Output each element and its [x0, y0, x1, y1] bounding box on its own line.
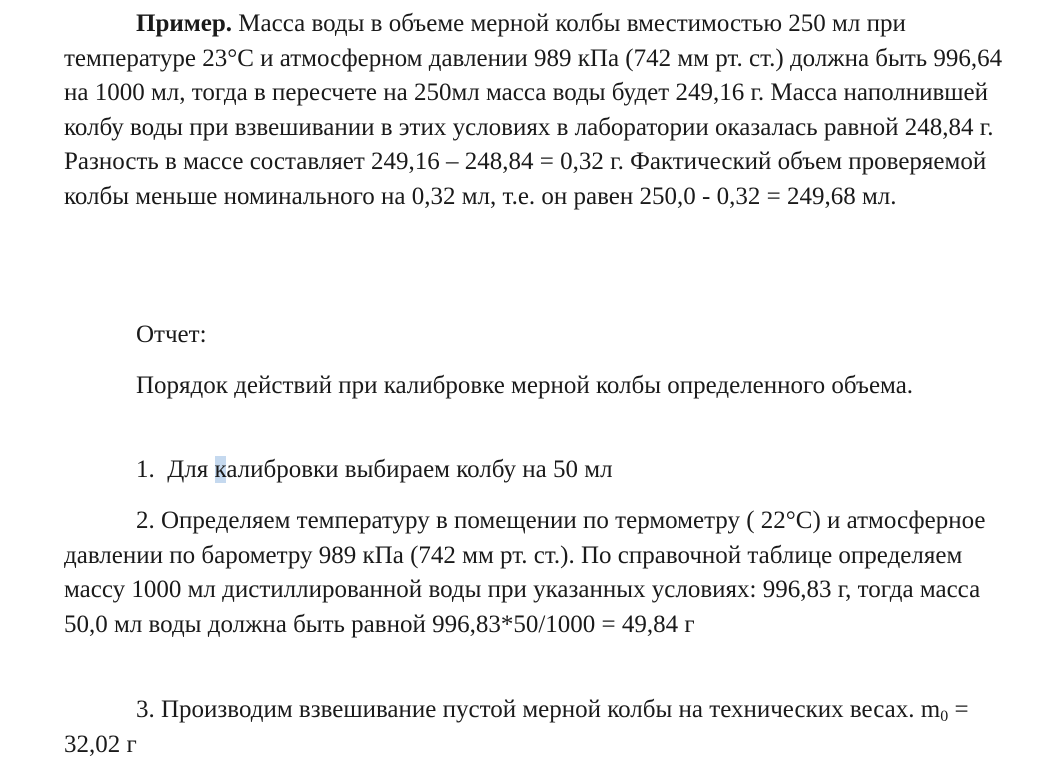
- step-1-rest: алибровки выбираем колбу на 50 мл: [226, 456, 613, 483]
- step-2: [64, 504, 1009, 642]
- step-3: [64, 693, 1009, 762]
- example-paragraph: [64, 7, 1009, 214]
- report-heading-text: Отчет:: [136, 321, 207, 348]
- step-3-after: = 32,02 г: [64, 696, 969, 758]
- step-1: [64, 453, 1009, 488]
- report-heading: [64, 318, 1009, 353]
- report-intro: [64, 369, 944, 404]
- step-1-prefix: 1. Для: [136, 456, 215, 483]
- example-label: Пример.: [136, 10, 233, 37]
- step-3-subscript: 0: [940, 708, 949, 725]
- step-2-text: 2. Определяем температуру в помещении по термометру ( 22°С) и атмосферное давлении по барометру 989 кПа (742 мм рт. ст.). По справочной таблице определяем массу 1000 мл дистиллированной воды при указанных условиях: 996,83 г, тогда масса 50,0 мл воды должна быть равной 996,83*50/1000 = 49,84 г: [64, 507, 986, 638]
- report-intro-text: Порядок действий при калибровке мерной колбы определенного объема.: [136, 372, 914, 399]
- step-3-text: 3. Производим взвешивание пустой мерной колбы на технических весах. m: [136, 696, 941, 723]
- example-text: Масса воды в объеме мерной колбы вместимостью 250 мл при температуре 23°С и атмосферном давлении 989 кПа (742 мм рт. ст.) должна быть 996,64 на 1000 мл, тогда в пересчете на 250мл масса воды будет 249,16 г. Масса наполнившей колбу воды при взвешивании в этих условиях в лаборатории оказалась равной 248,84 г. Разность в массе составляет 249,16 – 248,84 = 0,32 г. Фактический объем проверяемой колбы меньше номинального на 0,32 мл, т.е. он равен 250,0 - 0,32 = 249,68 мл.: [64, 10, 1003, 210]
- step-1-highlight: к: [214, 456, 227, 483]
